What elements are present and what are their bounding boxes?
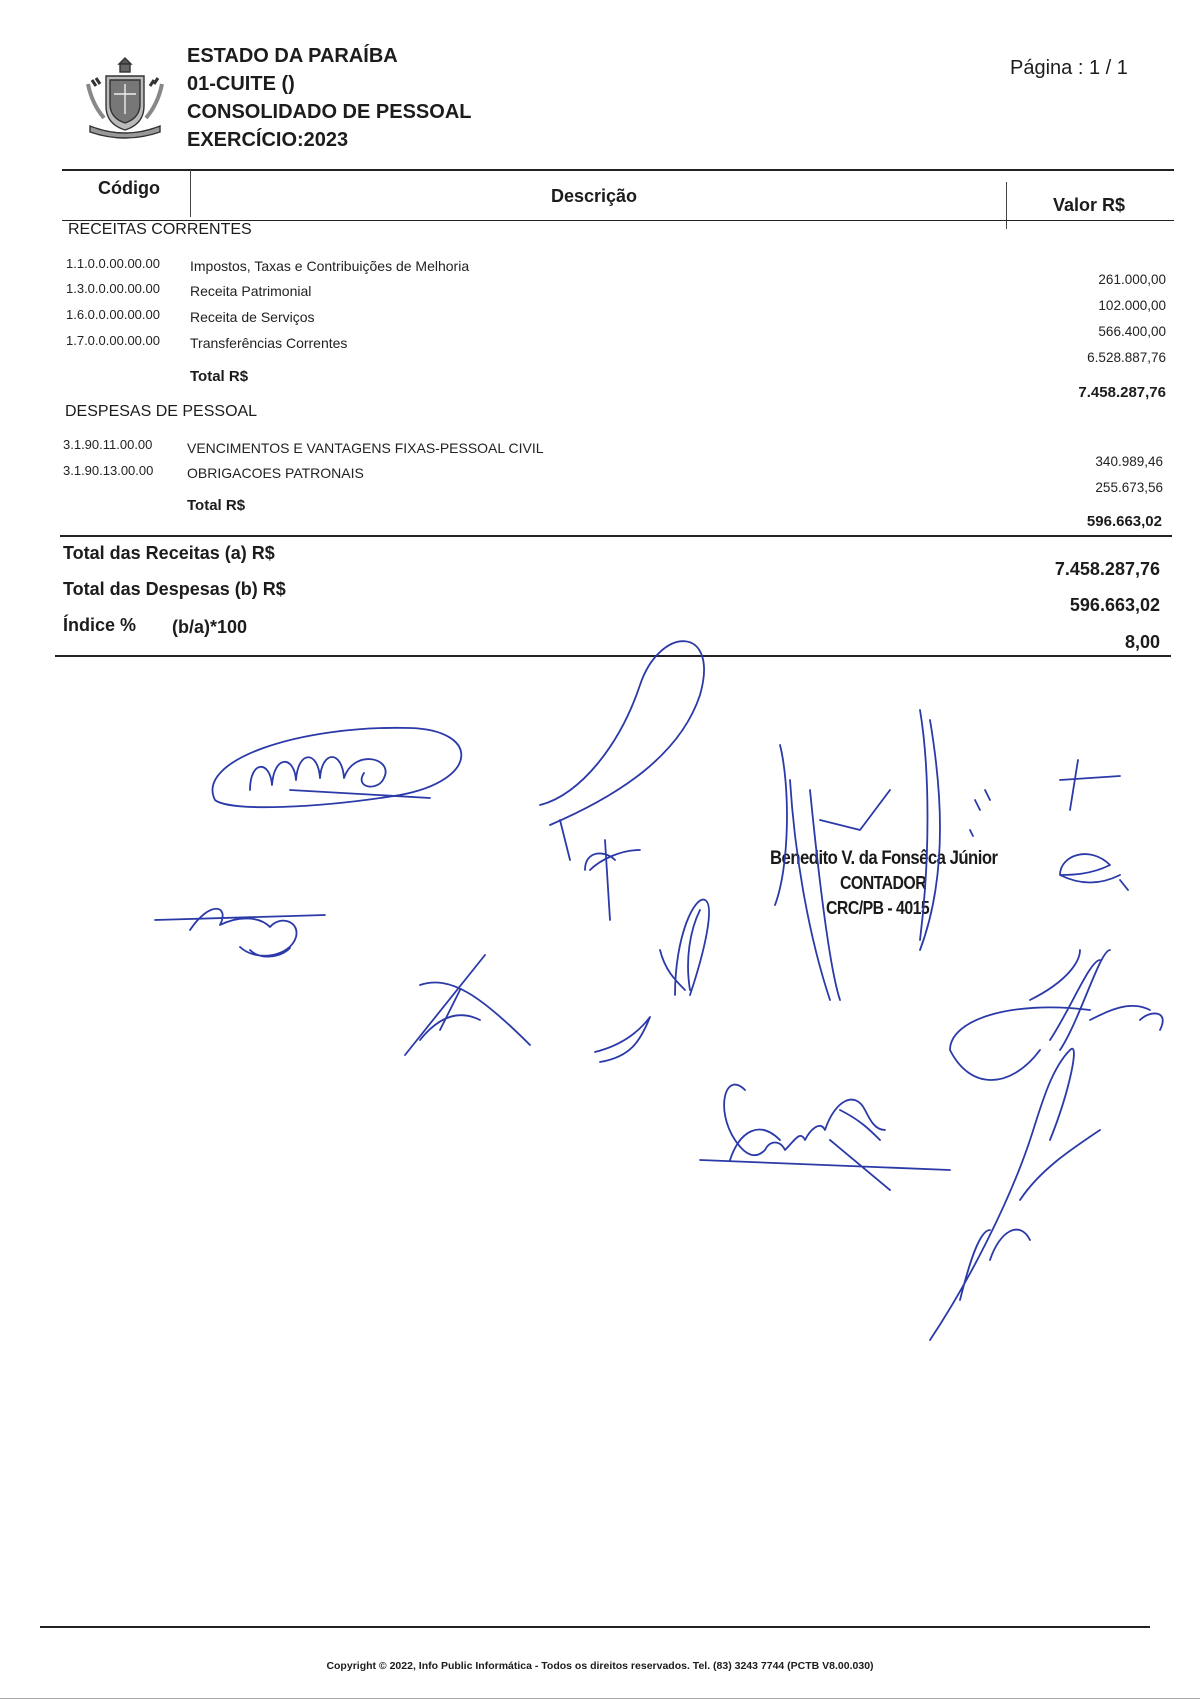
expenses-total-value: 596.663,02 [1086, 513, 1162, 530]
table-row-description: OBRIGACOES PATRONAIS [187, 465, 364, 481]
table-row-value: 340.989,46 [1095, 454, 1163, 469]
signature-stroke [585, 840, 615, 920]
column-divider [190, 170, 191, 217]
table-row-value: 6.528.887,76 [1087, 350, 1166, 365]
signature-stroke [405, 955, 530, 1055]
entity-name: 01-CUITE () [187, 73, 295, 95]
signature-stroke [595, 900, 709, 1062]
table-row-description: Impostos, Taxas e Contribuições de Melhoria [190, 258, 470, 274]
table-row-description: VENCIMENTOS E VANTAGENS FIXAS-PESSOAL CIVIL [187, 440, 544, 456]
table-row-value: 255.673,56 [1095, 480, 1163, 495]
stamp-registration: CRC/PB - 4015 [826, 898, 930, 918]
column-header-value: Valor R$ [1053, 195, 1126, 215]
expenses-total-label: Total R$ [187, 497, 246, 514]
summary-bottom-rule [55, 655, 1171, 657]
revenue-total-label: Total R$ [190, 368, 249, 385]
table-row-value: 261.000,00 [1098, 272, 1166, 287]
summary-top-rule [60, 535, 1172, 537]
footer-rule [40, 1626, 1150, 1628]
signature-stroke [950, 950, 1163, 1080]
section-title-expenses: DESPESAS DE PESSOAL [65, 403, 258, 420]
total-expenses-value: 596.663,02 [1069, 595, 1160, 615]
column-divider [1006, 182, 1007, 229]
column-header-code: Código [98, 178, 160, 198]
revenue-total-value: 7.458.287,76 [1078, 384, 1166, 401]
table-row-code: 1.6.0.0.00.00.00 [66, 307, 160, 322]
signature-stroke [970, 790, 990, 836]
page-bottom-edge [0, 1698, 1200, 1699]
fiscal-year: EXERCÍCIO:2023 [187, 129, 349, 151]
signature-stroke [213, 728, 462, 807]
total-expenses-label: Total das Despesas (b) R$ [63, 579, 286, 599]
index-label: Índice % [63, 615, 137, 635]
table-row-code: 1.1.0.0.00.00.00 [66, 256, 160, 271]
total-revenue-value: 7.458.287,76 [1054, 559, 1160, 579]
index-formula: (b/a)*100 [172, 617, 248, 637]
signature-stroke [930, 1049, 1100, 1340]
signature-stroke [155, 909, 325, 957]
column-header-description: Descrição [551, 186, 638, 206]
total-revenue-label: Total das Receitas (a) R$ [63, 543, 275, 563]
table-row-description: Receita Patrimonial [190, 283, 312, 299]
signature-stroke [540, 641, 704, 870]
table-row-value: 566.400,00 [1098, 324, 1166, 339]
state-name: ESTADO DA PARAÍBA [187, 45, 398, 67]
table-row-value: 102.000,00 [1098, 298, 1166, 313]
table-row-code: 1.3.0.0.00.00.00 [66, 281, 160, 296]
table-row-description: Transferências Correntes [190, 335, 348, 351]
signature-stroke [700, 1085, 950, 1190]
index-value: 8,00 [1124, 632, 1160, 652]
stamp-name: Benedito V. da Fonsêca Júnior [770, 848, 998, 869]
signature-stroke [250, 757, 430, 798]
section-title-revenue: RECEITAS CORRENTES [68, 221, 252, 238]
signature-stroke [1060, 760, 1128, 890]
page-number: Página : 1 / 1 [1010, 57, 1128, 79]
table-row-code: 3.1.90.13.00.00 [63, 463, 154, 478]
table-row-code: 1.7.0.0.00.00.00 [66, 333, 160, 348]
table-row-code: 3.1.90.11.00.00 [63, 437, 153, 452]
state-coat-of-arms-icon [84, 54, 166, 140]
table-top-rule [62, 169, 1174, 171]
report-title: CONSOLIDADO DE PESSOAL [187, 101, 472, 123]
stamp-role: CONTADOR [840, 873, 927, 893]
table-row-description: Receita de Serviços [190, 309, 315, 325]
footer-copyright: Copyright © 2022, Info Public Informática - Todos os direitos reservados. Tel. (83) 3243 7744 (PCTB V8.00.030) [326, 1660, 874, 1672]
